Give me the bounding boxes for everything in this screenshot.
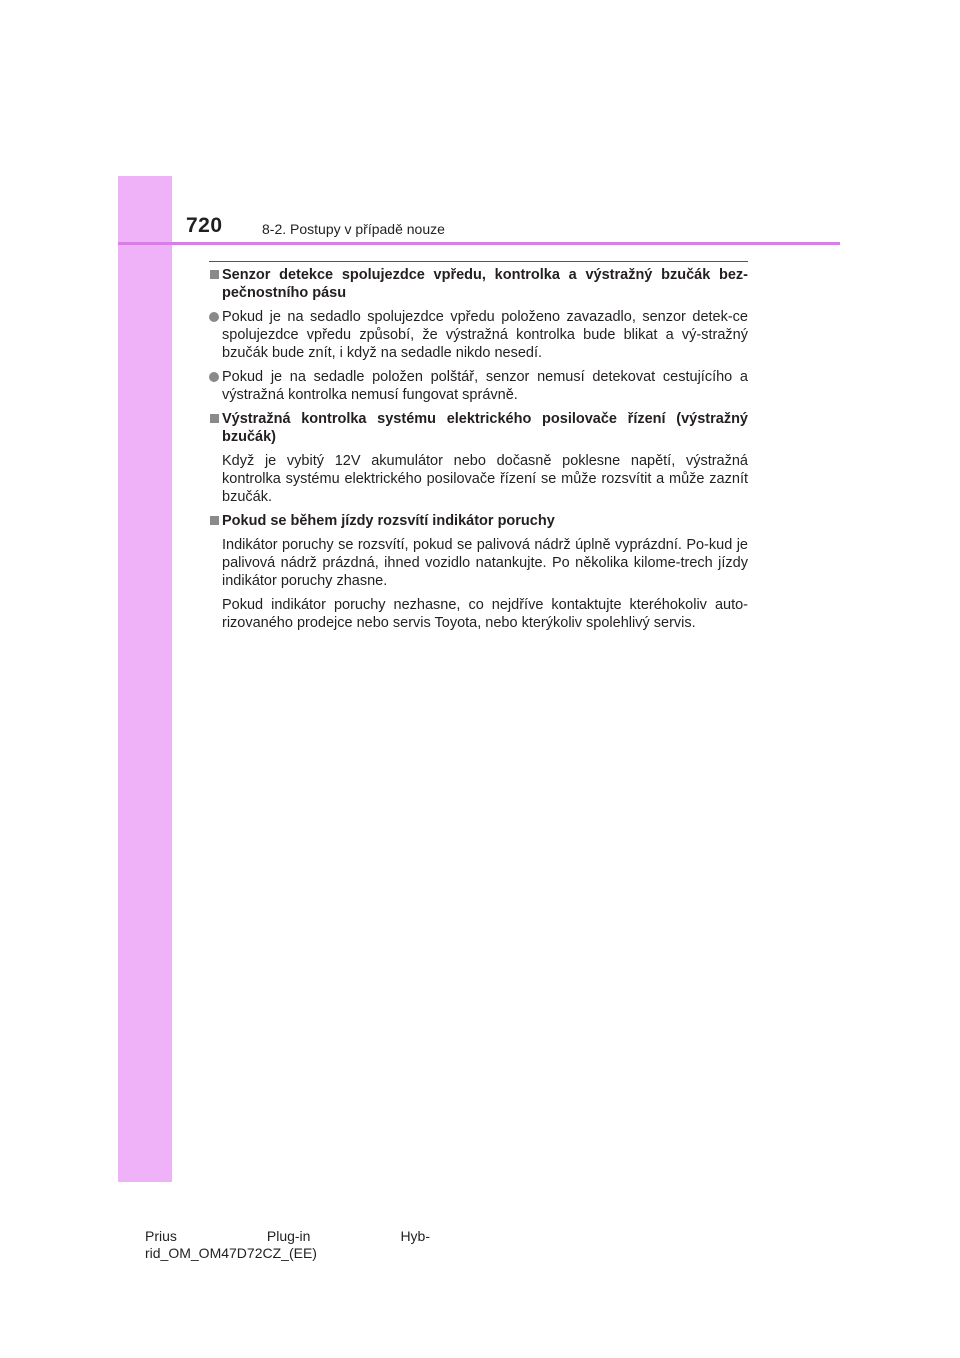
circle-bullet-icon xyxy=(209,312,219,322)
footer-line-1 xyxy=(145,1228,430,1245)
footer-word: Prius xyxy=(145,1228,177,1244)
paragraph: Indikátor poruchy se rozsvítí, pokud se palivová nádrž úplně vyprázdní. Po-kud je palivová nádrž prázdná, ihned vozidlo natankujte. Po několika kilome-trech jízdy indikátor poruchy zhasne. xyxy=(222,537,748,589)
content-top-rule xyxy=(209,261,748,262)
page-content xyxy=(209,266,748,638)
paragraph: Pokud indikátor poruchy nezhasne, co nejdříve kontaktujte kteréhokoliv auto-rizovaného prodejce nebo servis Toyota, nebo kterýkoliv spolehlivý servis. xyxy=(222,597,748,631)
heading-text: Výstražná kontrolka systému elektrického posilovače řízení (výstražný bzučák) xyxy=(222,411,748,445)
list-item xyxy=(209,368,748,404)
section-title: 8-2. Postupy v případě nouze xyxy=(262,221,445,237)
section-heading xyxy=(209,512,748,530)
square-bullet-icon xyxy=(210,270,219,279)
heading-text: Pokud se během jízdy rozsvítí indikátor poruchy xyxy=(222,513,555,529)
header-divider xyxy=(118,242,840,245)
square-bullet-icon xyxy=(210,516,219,525)
heading-text: Senzor detekce spolujezdce vpředu, kontrolka a výstražný bzučák bez-pečnostního pásu xyxy=(222,267,748,301)
page-number: 720 xyxy=(186,214,223,237)
footer-line-2: rid_OM_OM47D72CZ_(EE) xyxy=(145,1245,317,1261)
footer xyxy=(145,1228,430,1262)
list-item xyxy=(209,308,748,362)
side-color-band xyxy=(118,176,172,1182)
list-item-text: Pokud je na sedadlo spolujezdce vpředu položeno zavazadlo, senzor detek-ce spolujezdce vpředu způsobí, že výstražná kontrolka bude blikat a vý-stražný bzučák bude znít, i když na sedadle nikdo nesedí. xyxy=(222,309,748,361)
section-heading xyxy=(209,266,748,302)
footer-word: Plug-in xyxy=(266,1228,311,1244)
paragraph: Když je vybitý 12V akumulátor nebo dočasně poklesne napětí, výstražná kontrolka systému elektrického posilovače řízení se může rozsvítit a může zaznít bzučák. xyxy=(222,453,748,505)
list-item-text: Pokud je na sedadle položen polštář, senzor nemusí detekovat cestujícího a výstražná kontrolka nemusí fungovat správně. xyxy=(222,369,748,403)
footer-word: Hyb- xyxy=(400,1228,430,1244)
circle-bullet-icon xyxy=(209,372,219,382)
section-heading xyxy=(209,410,748,446)
square-bullet-icon xyxy=(210,414,219,423)
